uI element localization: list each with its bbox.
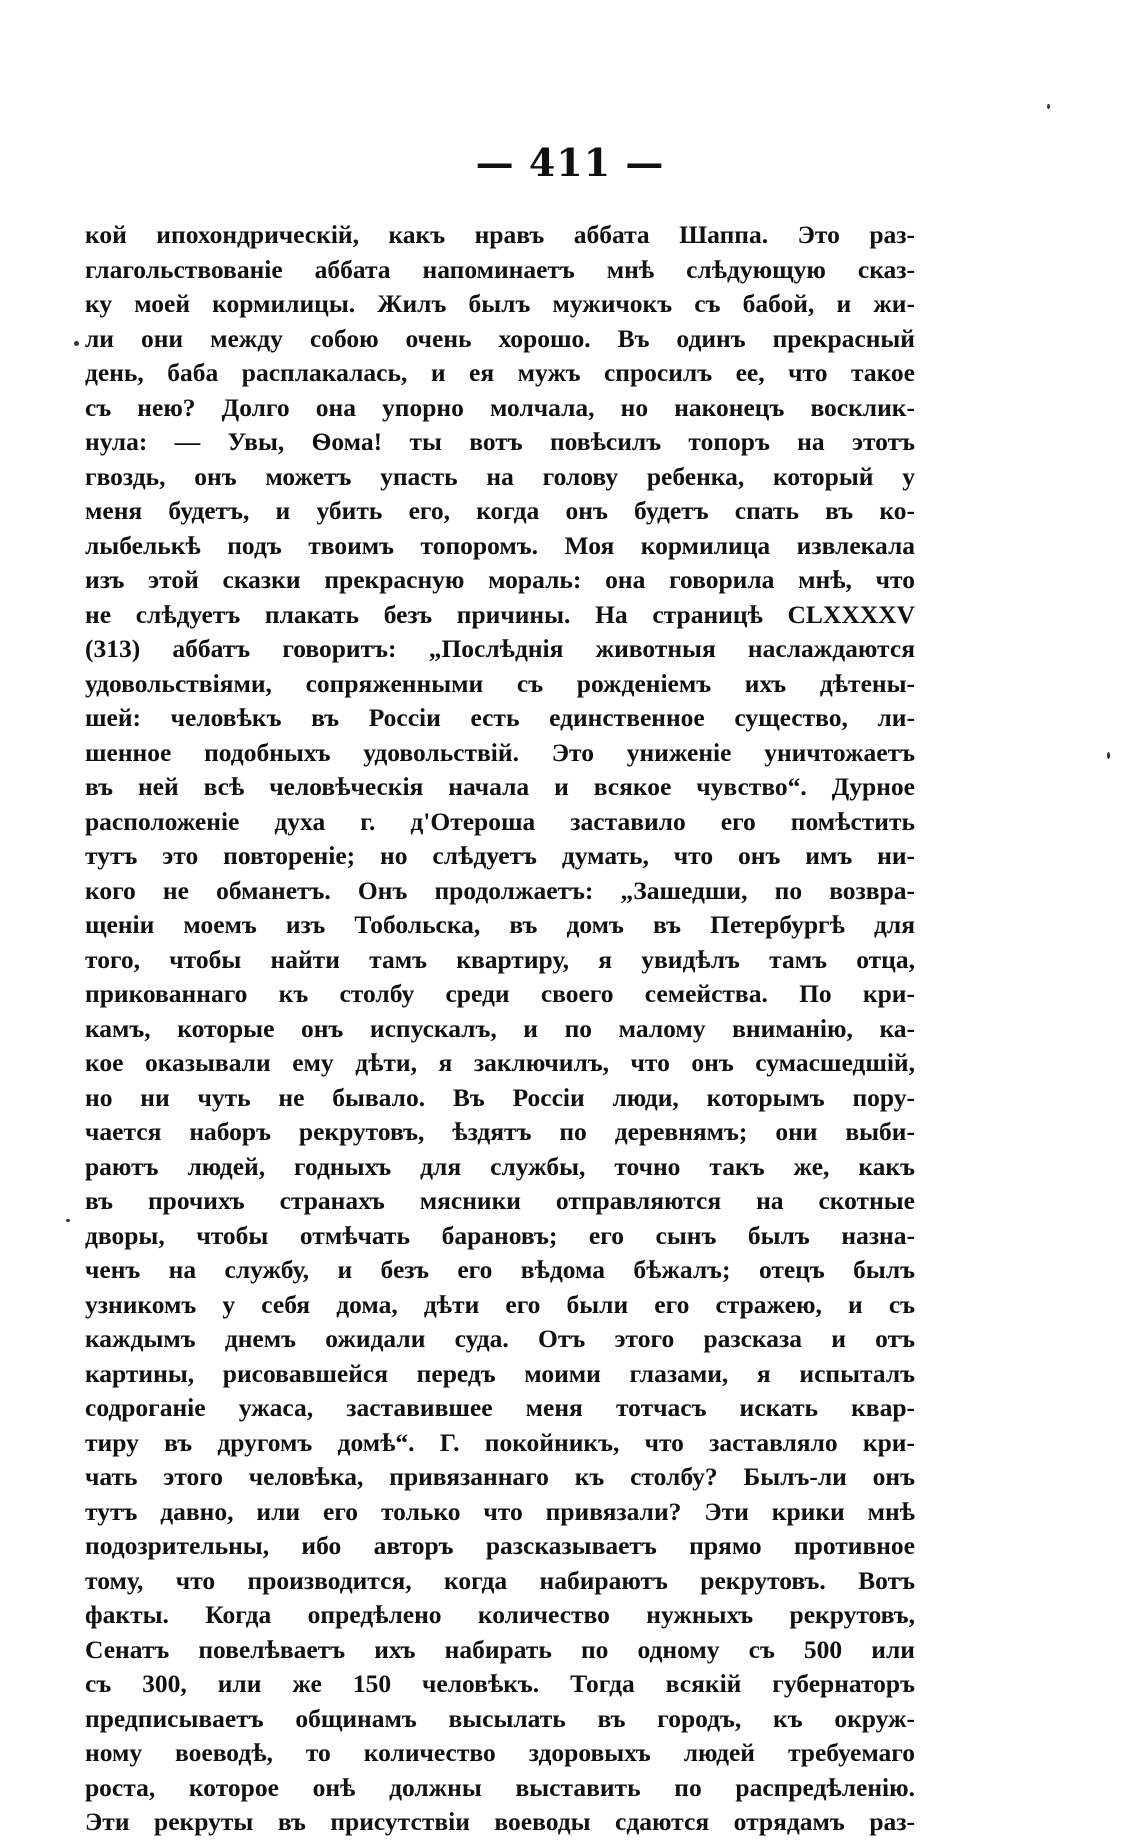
- text-line: шей: человѣкъ въ Россіи есть единственное существо, ли-: [85, 703, 915, 732]
- text-line: тутъ это повтореніе; но слѣдуетъ думать, что онъ имъ ни-: [85, 841, 915, 870]
- text-line: шенное подобныхъ удовольствій. Это униженіе уничтожаетъ: [85, 737, 915, 767]
- text-line: раютъ людей, годныхъ для службы, точно такъ же, какъ: [85, 1151, 915, 1181]
- text-line: Эти рекруты въ присутствіи воеводы сдаются отрядамъ раз-: [85, 1807, 915, 1836]
- text-line: съ нею? Долго она упорно молчала, но наконецъ восклик-: [85, 392, 915, 422]
- text-line: изъ этой сказки прекрасную мораль: она говорила мнѣ, что: [85, 565, 915, 594]
- text-line: картины, рисовавшейся передъ моими глазами, я испыталъ: [85, 1358, 915, 1388]
- text-line: ли они между собою очень хорошо. Въ одинъ прекрасный: [85, 323, 915, 353]
- text-line: лыбелькѣ подъ твоимъ топоромъ. Моя кормилица извлекала: [85, 530, 915, 560]
- text-line: ку моей кормилицы. Жилъ былъ мужичокъ съ бабой, и жи-: [85, 289, 915, 318]
- text-line: камъ, которые онъ испускалъ, и по малому вниманію, ка-: [85, 1013, 915, 1043]
- body-text: [85, 218, 915, 1840]
- scan-speck: [1047, 104, 1050, 109]
- text-line: прикованнаго къ столбу среди своего семейства. По кри-: [85, 979, 915, 1008]
- text-line: подозрительны, ибо авторъ разсказываетъ прямо противное: [85, 1531, 915, 1560]
- text-line: удовольствіями, сопряженными съ рожденіемъ ихъ дѣтены-: [85, 668, 915, 698]
- text-line: кого не обманетъ. Онъ продолжаетъ: „Зашедши, по возвра-: [85, 875, 915, 905]
- text-line: ченъ на службу, и безъ его вѣдома бѣжалъ; отецъ былъ: [85, 1255, 915, 1284]
- text-line: роста, которое онѣ должны выставить по распредѣленію.: [85, 1772, 915, 1802]
- text-line: съ 300, или же 150 человѣкъ. Тогда всякій губернаторъ: [85, 1669, 915, 1698]
- text-line: меня будетъ, и убить его, когда онъ будетъ спать въ ко-: [85, 496, 915, 525]
- text-line: глагольствованіе аббата напоминаетъ мнѣ слѣдующую сказ-: [85, 254, 915, 284]
- text-line: узникомъ у себя дома, дѣти его были его стражею, и съ: [85, 1289, 915, 1319]
- text-line: кой ипохондрическій, какъ нравъ аббата Шаппа. Это раз-: [85, 220, 915, 249]
- text-line: расположеніе духа г. д'Отероша заставило его помѣстить: [85, 806, 915, 836]
- text-line: дворы, чтобы отмѣчать барановъ; его сынъ былъ назна-: [85, 1220, 915, 1250]
- text-line: каждымъ днемъ ожидали суда. Отъ этого разсказа и отъ: [85, 1324, 915, 1353]
- text-line: чать этого человѣка, привязаннаго къ столбу? Былъ-ли онъ: [85, 1462, 915, 1491]
- scan-speck: [74, 341, 79, 346]
- text-line: тому, что производится, когда набираютъ рекрутовъ. Вотъ: [85, 1565, 915, 1595]
- text-line: въ прочихъ странахъ мясники отправляются на скотные: [85, 1186, 915, 1215]
- text-line: щеніи моемъ изъ Тобольска, въ домъ въ Петербургѣ для: [85, 910, 915, 939]
- text-line: гвоздь, онъ можетъ упасть на голову ребенка, который у: [85, 461, 915, 491]
- text-line: нула: — Увы, Ѳома! ты вотъ повѣсилъ топоръ на этотъ: [85, 427, 915, 456]
- text-line: факты. Когда опредѣлено количество нужныхъ рекрутовъ,: [85, 1600, 915, 1629]
- text-line: тиру въ другомъ домѣ“. Г. покойникъ, что заставляло кри-: [85, 1427, 915, 1457]
- text-line: кое оказывали ему дѣти, я заключилъ, что онъ сумасшедшій,: [85, 1048, 915, 1077]
- text-line: но ни чуть не бывало. Въ Россіи люди, которымъ пору-: [85, 1082, 915, 1112]
- scan-speck: [66, 1219, 70, 1222]
- text-line: въ ней всѣ человѣческія начала и всякое чувство“. Дурное: [85, 772, 915, 801]
- text-line: того, чтобы найти тамъ квартиру, я увидѣлъ тамъ отца,: [85, 944, 915, 974]
- text-line: день, баба расплакалась, и ея мужъ спросилъ ее, что такое: [85, 358, 915, 387]
- page-number: — 411 —: [475, 140, 665, 185]
- scan-speck: [1107, 752, 1110, 759]
- text-line: Сенатъ повелѣваетъ ихъ набирать по одному съ 500 или: [85, 1634, 915, 1664]
- text-line: содроганіе ужаса, заставившее меня тотчасъ искать квар-: [85, 1393, 915, 1422]
- text-line: не слѣдуетъ плакать безъ причины. На страницѣ CLXXXXV: [85, 599, 915, 629]
- text-line: ному воеводѣ, то количество здоровыхъ людей требуемаго: [85, 1738, 915, 1767]
- text-line: (313) аббатъ говоритъ: „Послѣднія животныя наслаждаются: [85, 634, 915, 663]
- text-line: чается наборъ рекрутовъ, ѣздятъ по деревнямъ; они выби-: [85, 1117, 915, 1146]
- text-line: тутъ давно, или его только что привязали? Эти крики мнѣ: [85, 1496, 915, 1526]
- text-line: предписываетъ общинамъ высылать въ городъ, къ окруж-: [85, 1703, 915, 1733]
